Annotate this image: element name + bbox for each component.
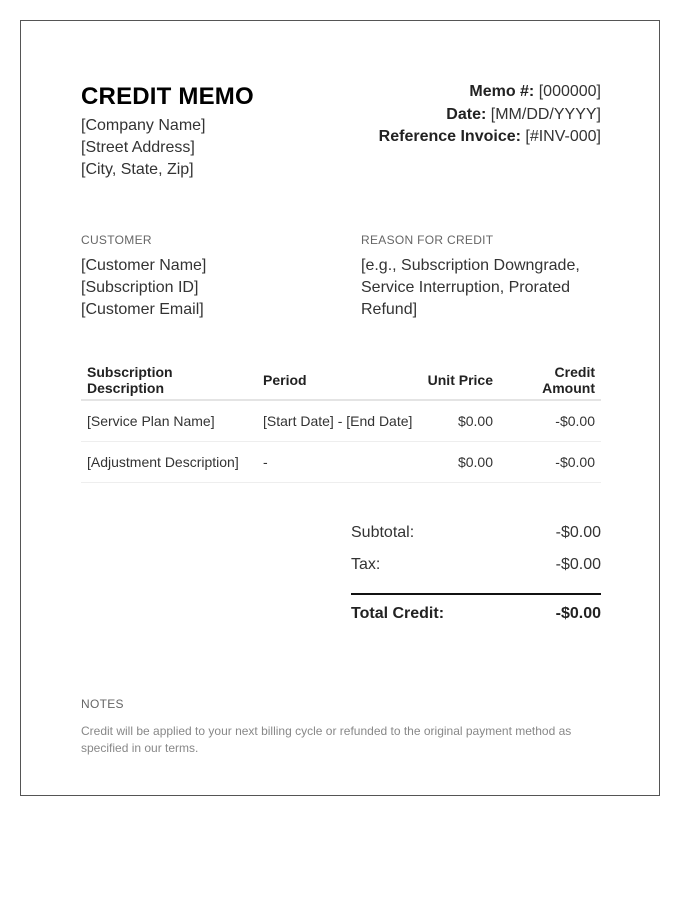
column-header-unit-price: Unit Price xyxy=(419,361,499,400)
column-header-credit-amount: Credit Amount xyxy=(499,361,601,400)
total-credit-row xyxy=(351,605,601,623)
tax-row xyxy=(351,549,601,581)
customer-details xyxy=(81,255,206,321)
table-header-row xyxy=(81,361,601,400)
notes-label: NOTES xyxy=(81,697,124,711)
memo-content xyxy=(81,81,601,755)
totals-divider xyxy=(351,593,601,595)
item-credit-amount: -$0.00 xyxy=(499,442,601,483)
reference-invoice-label: Reference Invoice: xyxy=(378,128,521,145)
reason-line: Refund] xyxy=(361,301,418,318)
customer-label: CUSTOMER xyxy=(81,233,152,247)
subtotal-label: Subtotal: xyxy=(351,524,415,541)
tax-value: -$0.00 xyxy=(555,556,601,573)
memo-date-row xyxy=(379,104,601,127)
item-period: [Start Date] - [End Date] xyxy=(257,400,419,442)
subscription-id: [Subscription ID] xyxy=(81,279,199,296)
company-address xyxy=(81,115,206,181)
customer-block xyxy=(81,233,206,321)
reference-invoice-value: [#INV-000] xyxy=(525,128,601,145)
total-credit-label: Total Credit: xyxy=(351,605,445,622)
company-street: [Street Address] xyxy=(81,139,195,156)
reason-line: Service Interruption, Prorated xyxy=(361,279,570,296)
memo-number-row xyxy=(379,81,601,104)
column-header-period: Period xyxy=(257,361,419,400)
reason-line: [e.g., Subscription Downgrade, xyxy=(361,257,580,274)
item-unit-price: $0.00 xyxy=(419,400,499,442)
subtotal-value: -$0.00 xyxy=(555,524,601,541)
memo-date-label: Date: xyxy=(446,105,487,123)
memo-number-label: Memo #: xyxy=(469,83,535,100)
item-description: [Adjustment Description] xyxy=(81,442,257,483)
memo-title: CREDIT MEMO xyxy=(81,83,254,110)
memo-date-value: [MM/DD/YYYY] xyxy=(490,105,601,123)
memo-meta xyxy=(379,81,601,149)
item-period: - xyxy=(257,442,419,483)
table-row xyxy=(81,442,601,483)
table-row xyxy=(81,400,601,442)
line-items-table xyxy=(81,361,601,483)
subtotal-row xyxy=(351,517,601,549)
reason-details xyxy=(361,255,580,321)
customer-email: [Customer Email] xyxy=(81,301,204,318)
column-header-description: Subscription Description xyxy=(81,361,257,400)
reason-block xyxy=(361,233,580,321)
item-unit-price: $0.00 xyxy=(419,442,499,483)
reference-invoice-row xyxy=(379,126,601,149)
item-description: [Service Plan Name] xyxy=(81,400,257,442)
total-credit-value: -$0.00 xyxy=(555,605,601,622)
reason-label: REASON FOR CREDIT xyxy=(361,233,494,247)
customer-name: [Customer Name] xyxy=(81,257,207,274)
item-credit-amount: -$0.00 xyxy=(499,400,601,442)
memo-number-value: [000000] xyxy=(538,83,601,100)
memo-header xyxy=(81,81,601,191)
company-city: [City, State, Zip] xyxy=(81,161,194,178)
credit-memo-page xyxy=(20,20,660,796)
totals-section xyxy=(351,517,601,623)
notes-text: Credit will be applied to your next billing cycle or refunded to the original payment method as specified in our terms. xyxy=(81,724,572,755)
company-name: [Company Name] xyxy=(81,117,206,134)
notes-section xyxy=(81,697,601,757)
tax-label: Tax: xyxy=(351,556,381,573)
